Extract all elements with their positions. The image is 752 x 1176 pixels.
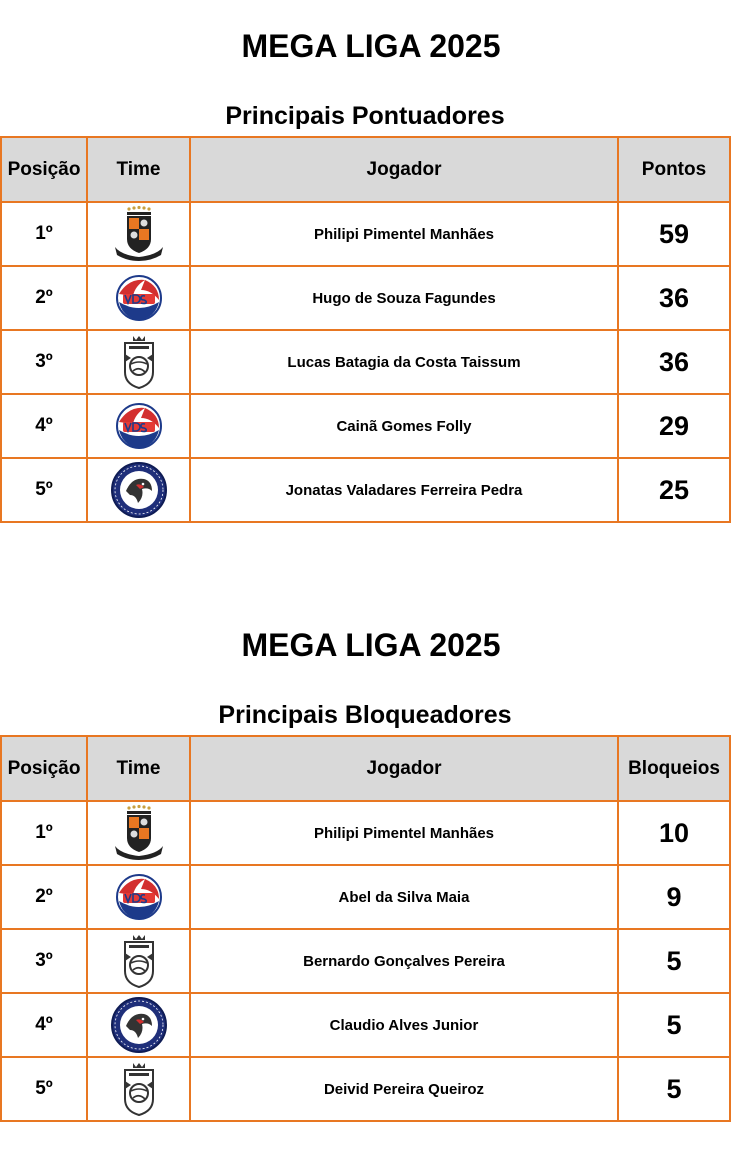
row-position: 1º: [1, 801, 87, 865]
team-cell: [87, 202, 190, 266]
table-header-row: [1, 137, 730, 202]
player-name: Bernardo Gonçalves Pereira: [190, 929, 618, 993]
ruddy-icon: [88, 804, 189, 862]
player-name: Philipi Pimentel Manhães: [190, 202, 618, 266]
row-position: 2º: [1, 266, 87, 330]
mage-volei-icon: [88, 933, 189, 989]
section-subtitle: Principais Bloqueadores: [218, 701, 512, 729]
table-row: [1, 202, 730, 266]
pontuadores-table: [0, 136, 731, 523]
table-row: [1, 458, 730, 522]
page-title: MEGA LIGA 2025: [241, 627, 501, 663]
table-row: [1, 801, 730, 865]
header-time: Time: [87, 137, 190, 202]
vds-icon: [88, 402, 189, 450]
row-position: 5º: [1, 458, 87, 522]
header-pontos: Pontos: [618, 137, 730, 202]
row-value: 5: [618, 1057, 730, 1121]
row-value: 59: [618, 202, 730, 266]
row-position: 5º: [1, 1057, 87, 1121]
row-position: 3º: [1, 929, 87, 993]
table-row: [1, 929, 730, 993]
vds-icon: [88, 873, 189, 921]
header-posicao: Posição: [1, 736, 87, 801]
player-name: Philipi Pimentel Manhães: [190, 801, 618, 865]
player-name: Claudio Alves Junior: [190, 993, 618, 1057]
section-subtitle: Principais Pontuadores: [225, 102, 505, 130]
table-row: [1, 993, 730, 1057]
row-position: 4º: [1, 394, 87, 458]
team-cell: [87, 394, 190, 458]
team-cell: [87, 1057, 190, 1121]
table-row: [1, 330, 730, 394]
player-name: Deivid Pereira Queiroz: [190, 1057, 618, 1121]
row-position: 1º: [1, 202, 87, 266]
page-title: MEGA LIGA 2025: [241, 28, 501, 64]
table-row: [1, 394, 730, 458]
table-row: [1, 1057, 730, 1121]
row-value: 29: [618, 394, 730, 458]
team-cell: [87, 929, 190, 993]
row-value: 9: [618, 865, 730, 929]
header-jogador: Jogador: [190, 137, 618, 202]
table-row: [1, 266, 730, 330]
team-cell: [87, 266, 190, 330]
header-bloqueios: Bloqueios: [618, 736, 730, 801]
volei-top-icon: [88, 996, 189, 1054]
row-value: 36: [618, 330, 730, 394]
table-row: [1, 865, 730, 929]
header-time: Time: [87, 736, 190, 801]
table-header-row: [1, 736, 730, 801]
row-value: 25: [618, 458, 730, 522]
ruddy-icon: [88, 205, 189, 263]
vds-icon: [88, 274, 189, 322]
bloqueadores-table: [0, 735, 731, 1122]
row-position: 3º: [1, 330, 87, 394]
player-name: Lucas Batagia da Costa Taissum: [190, 330, 618, 394]
player-name: Hugo de Souza Fagundes: [190, 266, 618, 330]
player-name: Cainã Gomes Folly: [190, 394, 618, 458]
row-value: 5: [618, 929, 730, 993]
player-name: Abel da Silva Maia: [190, 865, 618, 929]
mage-volei-icon: [88, 1061, 189, 1117]
team-cell: [87, 458, 190, 522]
mage-volei-icon: [88, 334, 189, 390]
row-position: 4º: [1, 993, 87, 1057]
row-value: 10: [618, 801, 730, 865]
volei-top-icon: [88, 461, 189, 519]
header-posicao: Posição: [1, 137, 87, 202]
team-cell: [87, 993, 190, 1057]
header-jogador: Jogador: [190, 736, 618, 801]
team-cell: [87, 865, 190, 929]
player-name: Jonatas Valadares Ferreira Pedra: [190, 458, 618, 522]
row-value: 5: [618, 993, 730, 1057]
row-position: 2º: [1, 865, 87, 929]
row-value: 36: [618, 266, 730, 330]
team-cell: [87, 801, 190, 865]
team-cell: [87, 330, 190, 394]
